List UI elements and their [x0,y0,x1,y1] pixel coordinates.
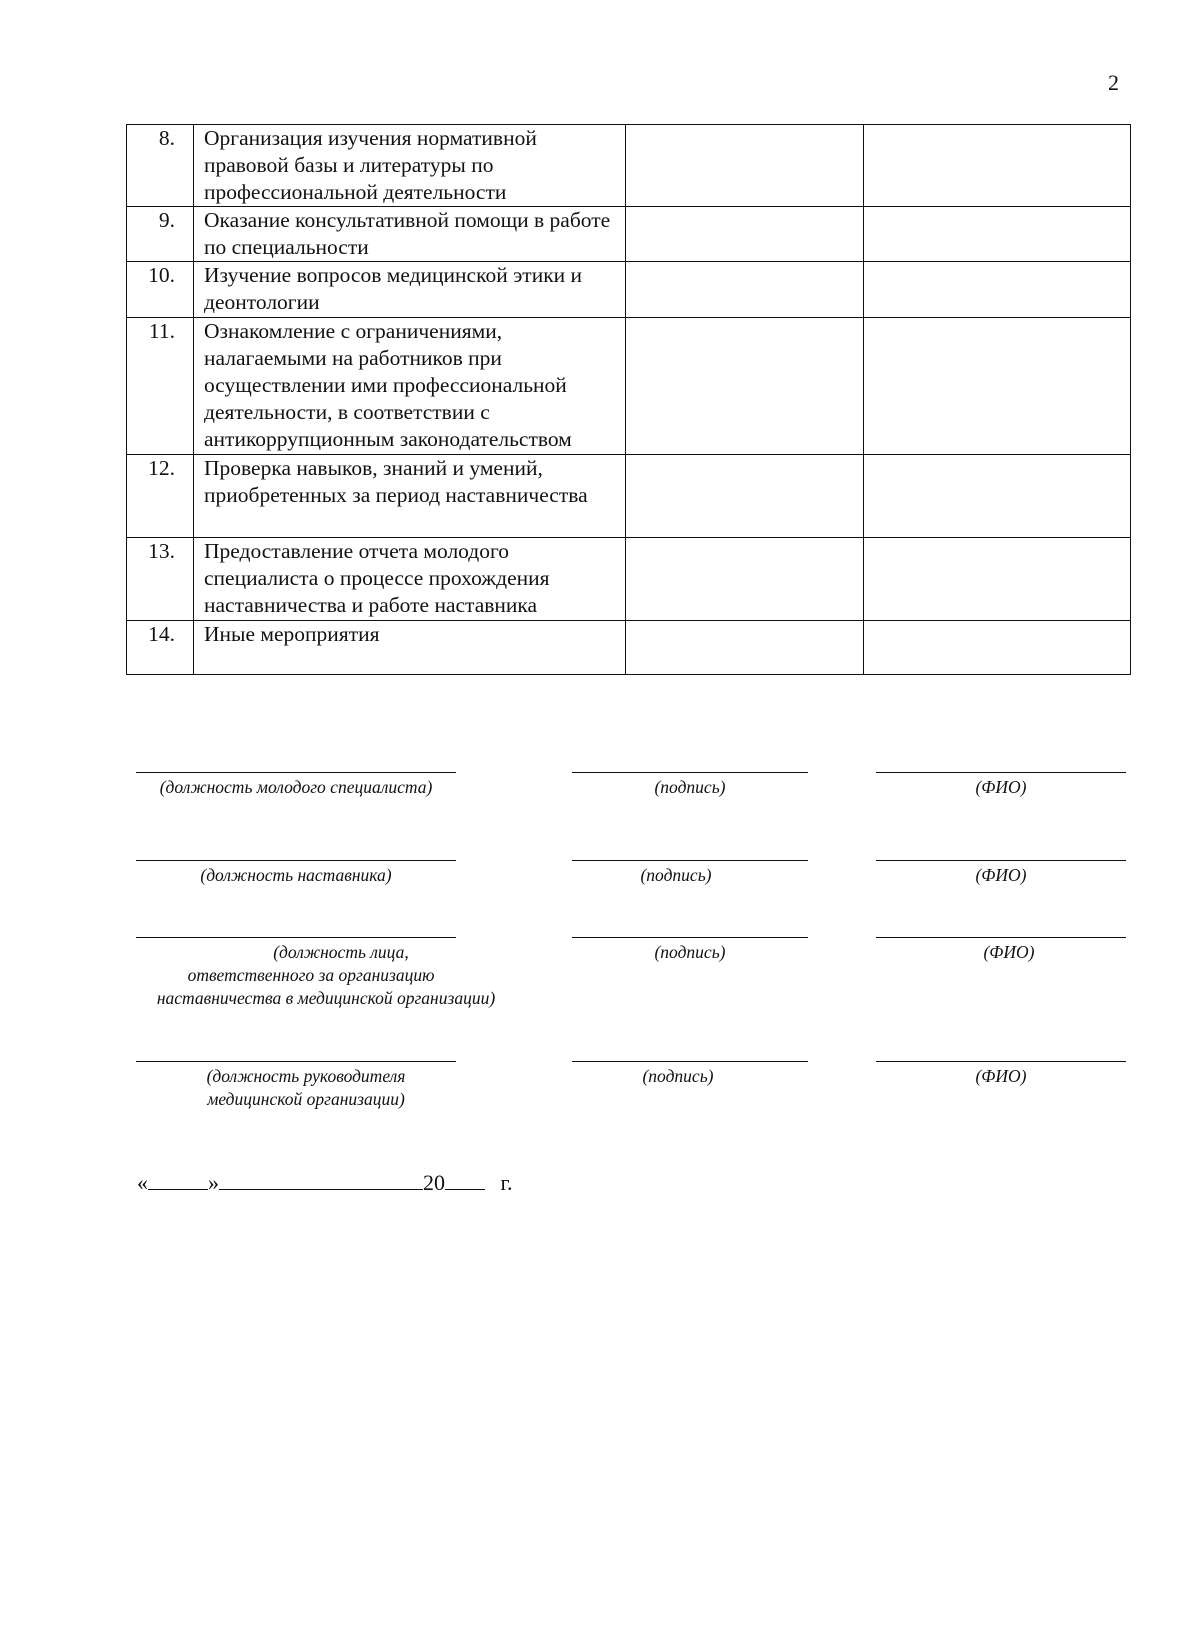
signature-line[interactable] [572,1061,808,1062]
mentoring-plan-table [126,124,1131,675]
name-caption: (ФИО) [975,777,1027,797]
empty-cell[interactable] [864,455,1131,538]
signature-caption: (подпись) [640,865,712,885]
activity-cell: Проверка навыков, знаний и умений, приобретенных за период наставничества [194,455,626,538]
month-blank[interactable] [219,1169,423,1190]
open-quote: « [137,1170,148,1195]
table-row [127,455,1131,538]
name-line[interactable] [876,772,1126,773]
year-blank[interactable] [445,1169,485,1190]
position-line[interactable] [136,860,456,861]
name-caption: (ФИО) [975,1066,1027,1086]
table-row [127,538,1131,621]
empty-cell[interactable] [864,125,1131,207]
activity-cell: Иные мероприятия [194,621,626,675]
close-quote: » [208,1170,219,1195]
signature-caption: (подпись) [642,1066,714,1086]
date-line [137,1169,513,1196]
table-row [127,207,1131,262]
page-number: 2 [1108,70,1119,95]
year-prefix: 20 [423,1170,445,1195]
signature-line[interactable] [572,772,808,773]
name-caption: (ФИО) [983,942,1035,962]
empty-cell[interactable] [864,262,1131,318]
position-caption: (должность руководителя медицинской организации) [206,1066,406,1109]
empty-cell[interactable] [864,318,1131,455]
activity-cell: Организация изучения нормативной правовой базы и литературы по профессиональной деятельности [194,125,626,207]
empty-cell[interactable] [864,538,1131,621]
position-line[interactable] [136,1061,456,1062]
row-number: 13. [127,538,194,621]
table-row [127,262,1131,318]
signature-caption: (подпись) [654,942,726,962]
empty-cell[interactable] [626,318,864,455]
row-number: 14. [127,621,194,675]
activity-cell: Оказание консультативной помощи в работе по специальности [194,207,626,262]
position-line[interactable] [136,772,456,773]
position-caption: (должность молодого специалиста) [159,777,433,797]
position-caption: (должность наставника) [200,865,392,885]
empty-cell[interactable] [626,262,864,318]
activity-cell: Изучение вопросов медицинской этики и деонтологии [194,262,626,318]
name-line[interactable] [876,937,1126,938]
signature-caption: (подпись) [654,777,726,797]
signature-line[interactable] [572,860,808,861]
year-suffix: г. [500,1170,513,1195]
position-line[interactable] [136,937,456,938]
row-number: 9. [127,207,194,262]
empty-cell[interactable] [626,538,864,621]
table-row [127,621,1131,675]
row-number: 10. [127,262,194,318]
name-line[interactable] [876,860,1126,861]
empty-cell[interactable] [626,207,864,262]
name-line[interactable] [876,1061,1126,1062]
table-row [127,125,1131,207]
empty-cell[interactable] [626,125,864,207]
signature-line[interactable] [572,937,808,938]
row-number: 12. [127,455,194,538]
empty-cell[interactable] [864,207,1131,262]
empty-cell[interactable] [864,621,1131,675]
activity-cell: Предоставление отчета молодого специалиста о процессе прохождения наставничества и работе наставника [194,538,626,621]
position-caption: (должность лица, ответственного за организацию наставничества в медицинской организации) [156,942,496,1008]
activity-cell: Ознакомление с ограничениями, налагаемыми на работников при осуществлении ими профессиональной деятельности, в соответствии с антикоррупционным законодательством [194,318,626,455]
empty-cell[interactable] [626,621,864,675]
row-number: 8. [127,125,194,207]
day-blank[interactable] [148,1169,208,1190]
table-row [127,318,1131,455]
name-caption: (ФИО) [975,865,1027,885]
empty-cell[interactable] [626,455,864,538]
row-number: 11. [127,318,194,455]
